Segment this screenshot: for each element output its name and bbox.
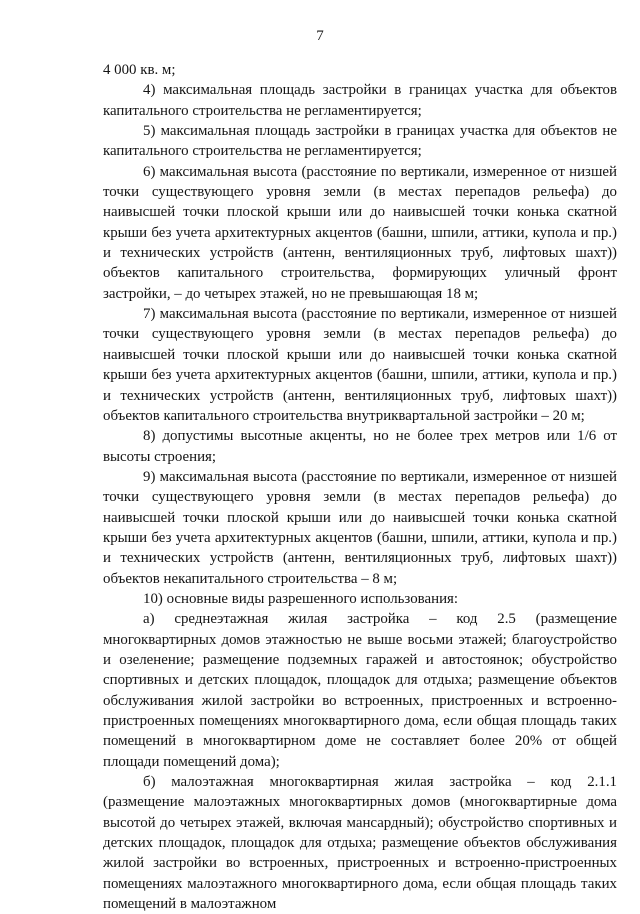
paragraph-item-10: 10) основные виды разрешенного использования: <box>143 590 459 607</box>
page-number: 7 <box>316 28 324 44</box>
document-body <box>103 60 617 914</box>
paragraph-item-7: 7) максимальная высота (расстояние по вертикали, измеренное от низшей точки существующего уровня земли (в местах перепадов рельефа) до наивысшей точки плоской крыши или до наивысшей точки конька скатной крыши без учета архитектурных акцентов (башни, шпили, аттики, купола и пр.) и технических устройств (антенн, вентиляционных труб, лифтовых шахт)) объектов капитального строительства внутриквартальной застройки – 20 м; <box>103 306 617 424</box>
paragraph-item-4: 4) максимальная площадь застройки в границах участка для объектов капитального строительства не регламентируется; <box>103 82 617 119</box>
paragraph-item-10b: б) малоэтажная многоквартирная жилая застройка – код 2.1.1 (размещение малоэтажных многоквартирных домов (многоквартирные дома высотой до четырех этажей, включая мансардный); обустройство спортивных и детских площадок, площадок для отдыха; размещение объектов обслуживания жилой застройки во встроенных, пристроенных и встроенно-пристроенных помещениях малоэтажного многоквартирного дома, если общая площадь таких помещений в малоэтажном <box>103 774 617 913</box>
paragraph-item-6: 6) максимальная высота (расстояние по вертикали, измеренное от низшей точки существующего уровня земли (в местах перепадов рельефа) до наивысшей точки плоской крыши или до наивысшей точки конька скатной крыши без учета архитектурных акцентов (башни, шпили, аттики, купола и пр.) и технических устройств (антенн, вентиляционных труб, лифтовых шахт)) объектов капитального строительства, формирующих уличный фронт застройки, – до четырех этажей, но не превышающая 18 м; <box>103 163 617 302</box>
paragraph-continuation: 4 000 кв. м; <box>103 62 176 78</box>
paragraph-item-8: 8) допустимы высотные акценты, но не более трех метров или 1/6 от высоты строения; <box>103 428 617 465</box>
paragraph-item-5: 5) максимальная площадь застройки в границах участка для объектов не капитального строительства не регламентируется; <box>103 123 617 160</box>
paragraph-item-9: 9) максимальная высота (расстояние по вертикали, измеренное от низшей точки существующего уровня земли (в местах перепадов рельефа) до наивысшей точки плоской крыши или до наивысшей точки конька скатной крыши без учета архитектурных акцентов (башни, шпили, аттики, купола и пр.) и технических устройств (антенн, вентиляционных труб, лифтовых шахт)) объектов некапитального строительства – 8 м; <box>103 468 617 587</box>
paragraph-item-10a: а) среднеэтажная жилая застройка – код 2.5 (размещение многоквартирных домов этажностью не выше восьми этажей; благоустройство и озеленение; размещение подземных гаражей и автостоянок; обустройство спортивных и детских площадок, площадок для отдыха; размещение объектов обслуживания жилой застройки во встроенных, пристроенных и встроенно-пристроенных помещениях многоквартирного дома, если общая площадь таких помещений в многоквартирном доме не составляет более 20% от общей площади помещений дома); <box>103 611 617 770</box>
